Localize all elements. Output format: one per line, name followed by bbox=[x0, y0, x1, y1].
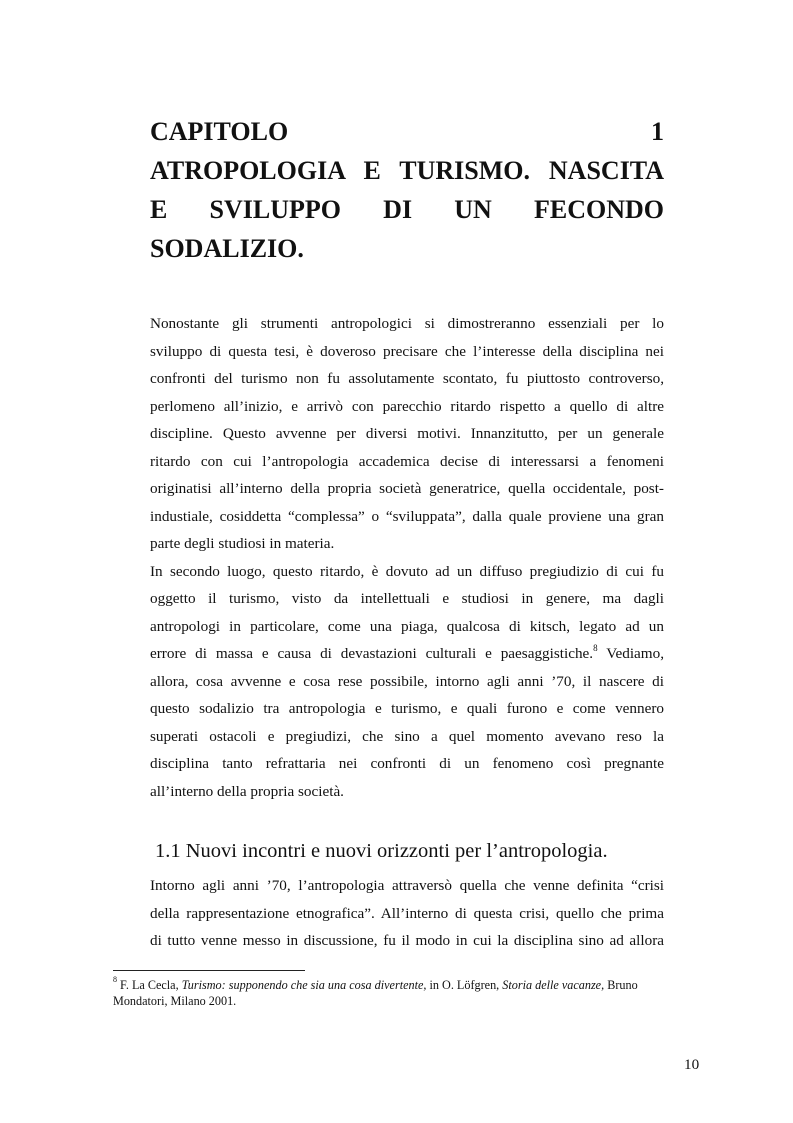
text-line: antropologi in particolare, come una piaga, qualcosa di kitsch, legato ad un bbox=[150, 617, 664, 635]
text-line: In secondo luogo, questo ritardo, è dovuto ad un diffuso pregiudizio di cui fu bbox=[150, 562, 664, 580]
chapter-title-line: CAPITOLO 1 bbox=[150, 117, 664, 146]
section-paragraph bbox=[150, 872, 664, 955]
chapter-title bbox=[150, 112, 664, 268]
footnote bbox=[113, 974, 693, 1009]
text-line: allora, cosa avvenne e cosa rese possibile, intorno agli anni ’70, il nascere di bbox=[150, 672, 664, 690]
text-line: ritardo con cui l’antropologia accademica decise di interessarsi a fenomeni bbox=[150, 452, 664, 470]
text-line: oggetto il turismo, visto da intellettuali e studiosi in genere, ma dagli bbox=[150, 590, 664, 607]
footnote-publisher: Bruno Mondatori, Milano 2001. bbox=[113, 978, 638, 1008]
footnote-in: in O. Löfgren, bbox=[429, 978, 500, 992]
text-line: disciplina tanto refrattaria nei confronti di un fenomeno così pregnante bbox=[150, 755, 664, 772]
text-line: all’interno della propria società. bbox=[150, 782, 344, 800]
text-line: Intorno agli anni ’70, l’antropologia attraversò quella che venne definita “crisi bbox=[150, 877, 664, 894]
text-line: sviluppo di questa tesi, è doveroso precisare che l’interesse della disciplina nei bbox=[150, 342, 664, 360]
text-line: superati ostacoli e pregiudizi, che sino a quel momento avevano reso la bbox=[150, 727, 664, 745]
text-line: questo sodalizio tra antropologia e turismo, e quali furono e come vennero bbox=[150, 700, 664, 717]
chapter-title-line: SODALIZIO. bbox=[150, 234, 304, 263]
text-line: industiale, cosiddetta “complessa” o “sviluppata”, dalla quale proviene una gran bbox=[150, 507, 664, 525]
text-fragment: errore di massa e causa di devastazioni culturali e paesaggistiche. bbox=[150, 645, 594, 662]
text-line: confronti del turismo non fu assolutamente scontato, fu piuttosto controverso, bbox=[150, 370, 664, 387]
text-line: Nonostante gli strumenti antropologici si dimostreranno essenziali per lo bbox=[150, 315, 664, 332]
text-fragment: Vediamo, bbox=[606, 645, 664, 662]
text-line: originatisi all’interno della propria società generatrice, quella occidentale, post- bbox=[150, 480, 664, 497]
page-number: 10 bbox=[684, 1056, 700, 1073]
footnote-author: F. La Cecla, bbox=[120, 978, 179, 992]
chapter-title-line: ATROPOLOGIA E TURISMO. NASCITA bbox=[150, 156, 664, 185]
footnote-divider bbox=[113, 970, 305, 971]
section-title: 1.1 Nuovi incontri e nuovi orizzonti per l’antropologia. bbox=[155, 840, 608, 862]
body-paragraphs bbox=[150, 310, 664, 805]
footnote-marker: 8 bbox=[113, 974, 117, 984]
text-line: di tutto venne messo in discussione, fu il modo in cui la disciplina sino ad allora bbox=[150, 932, 664, 949]
footnote-work-title: Turismo: supponendo che sia una cosa divertente, bbox=[181, 978, 427, 992]
footnote-book-title: Storia delle vacanze, bbox=[502, 978, 605, 992]
text-line: perlomeno all’inizio, e arrivò con parecchio ritardo rispetto a quello di altre bbox=[150, 397, 664, 415]
footnote-reference[interactable]: 8 bbox=[593, 642, 598, 653]
text-line-with-footnote bbox=[150, 640, 664, 668]
text-line: parte degli studiosi in materia. bbox=[150, 535, 335, 552]
chapter-title-line: E SVILUPPO DI UN FECONDO bbox=[150, 195, 664, 224]
text-line: discipline. Questo avvenne per diversi motivi. Innanzitutto, per un generale bbox=[150, 425, 664, 442]
text-line: della rappresentazione etnografica”. All’interno di questa crisi, quello che prima bbox=[150, 904, 664, 922]
